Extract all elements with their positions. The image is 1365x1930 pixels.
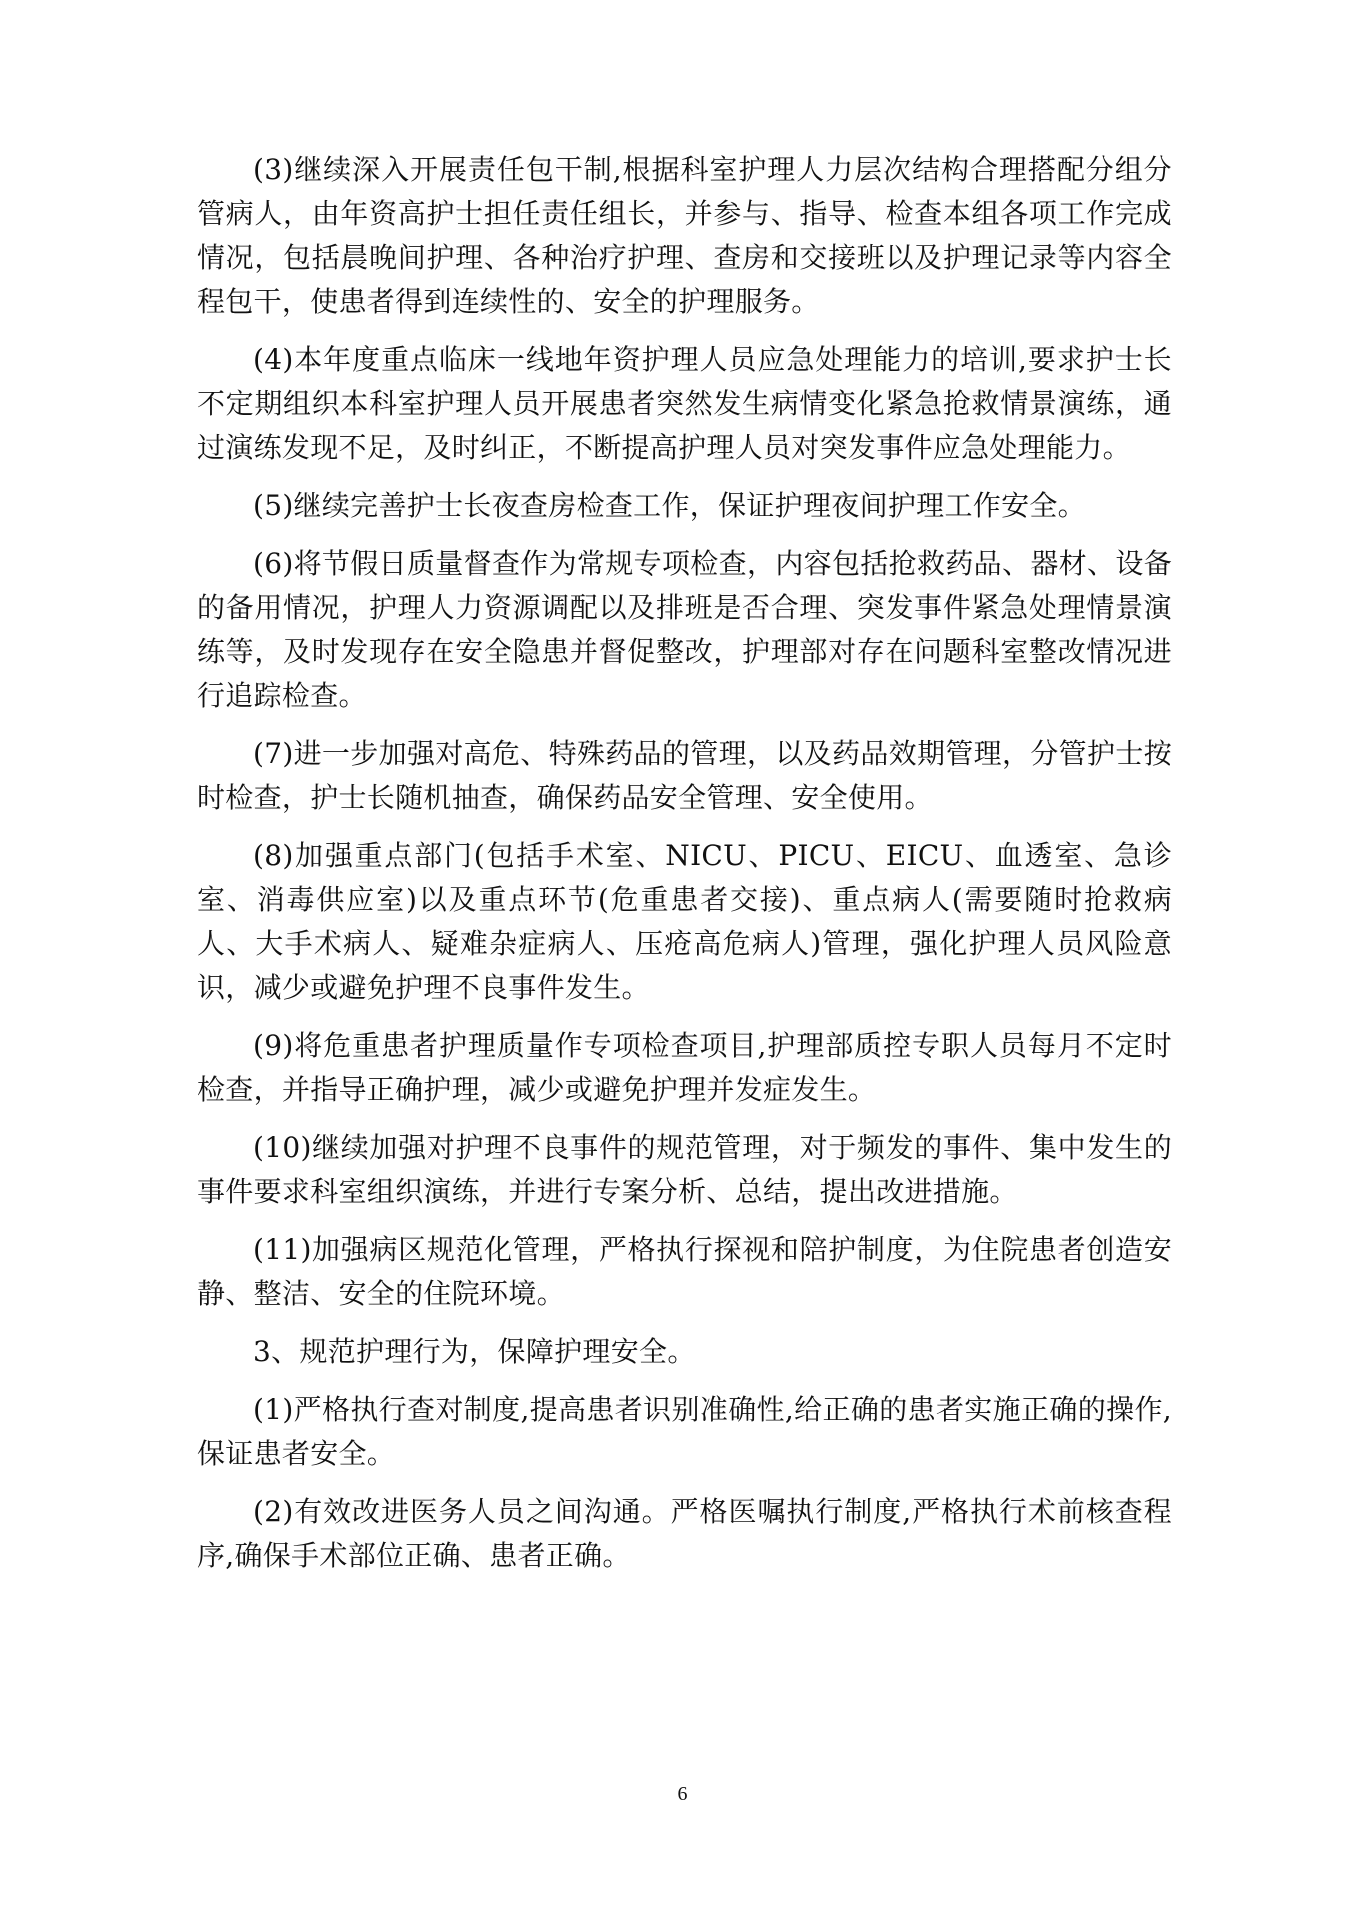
paragraph-item-5: (5)继续完善护士长夜查房检查工作，保证护理夜间护理工作安全。	[253, 489, 1086, 522]
page-number: 6	[677, 1783, 688, 1805]
paragraph-item-8: (8)加强重点部门(包括手术室、NICU、PICU、EICU、血透室、急诊室、消毒供应室)以及重点环节(危重患者交接)、重点病人(需要随时抢救病人、大手术病人、疑难杂症病人、压疮高危病人)管理，强化护理人员风险意识，减少或避免护理不良事件发生。	[197, 839, 1172, 1004]
document-body	[197, 148, 1172, 1578]
paragraph-item-4: (4)本年度重点临床一线地年资护理人员应急处理能力的培训,要求护士长不定期组织本科室护理人员开展患者突然发生病情变化紧急抢救情景演练，通过演练发现不足，及时纠正，不断提高护理人员对突发事件应急处理能力。	[197, 343, 1172, 464]
paragraph-item-10: (10)继续加强对护理不良事件的规范管理，对于频发的事件、集中发生的事件要求科室组织演练，并进行专案分析、总结，提出改进措施。	[197, 1131, 1172, 1208]
paragraph-item-9: (9)将危重患者护理质量作专项检查项目,护理部质控专职人员每月不定时检查，并指导正确护理，减少或避免护理并发症发生。	[197, 1029, 1172, 1106]
paragraph-item-2: (2)有效改进医务人员之间沟通。严格医嘱执行制度,严格执行术前核查程序,确保手术部位正确、患者正确。	[197, 1495, 1172, 1572]
paragraph-item-3: (3)继续深入开展责任包干制,根据科室护理人力层次结构合理搭配分组分管病人，由年资高护士担任责任组长，并参与、指导、检查本组各项工作完成情况，包括晨晚间护理、各种治疗护理、查房和交接班以及护理记录等内容全程包干，使患者得到连续性的、安全的护理服务。	[197, 153, 1172, 318]
paragraph-item-1: (1)严格执行查对制度,提高患者识别准确性,给正确的患者实施正确的操作,保证患者安全。	[197, 1393, 1172, 1470]
section-heading-3: 3、规范护理行为，保障护理安全。	[253, 1335, 696, 1368]
paragraph-item-6: (6)将节假日质量督查作为常规专项检查，内容包括抢救药品、器材、设备的备用情况，护理人力资源调配以及排班是否合理、突发事件紧急处理情景演练等，及时发现存在安全隐患并督促整改，护理部对存在问题科室整改情况进行追踪检查。	[197, 547, 1172, 712]
paragraph-item-7: (7)进一步加强对高危、特殊药品的管理，以及药品效期管理，分管护士按时检查，护士长随机抽查，确保药品安全管理、安全使用。	[197, 737, 1172, 814]
paragraph-item-11: (11)加强病区规范化管理，严格执行探视和陪护制度，为住院患者创造安静、整洁、安全的住院环境。	[197, 1233, 1172, 1310]
